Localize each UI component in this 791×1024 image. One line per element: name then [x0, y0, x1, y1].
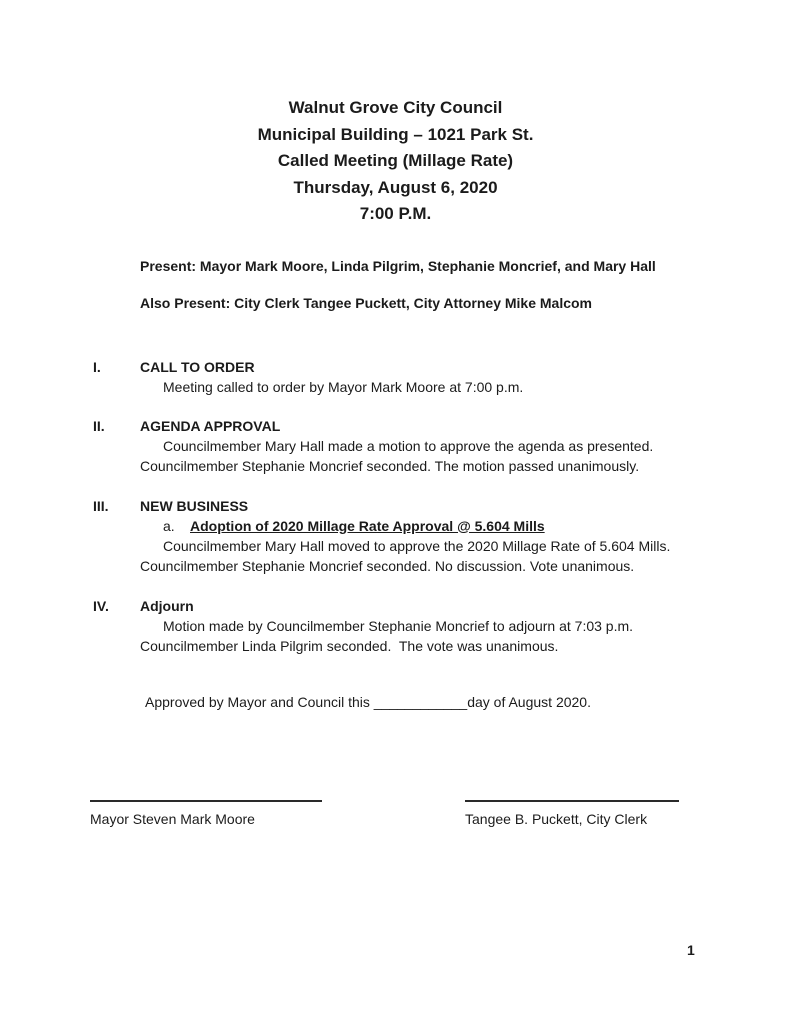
- section-body-line: Meeting called to order by Mayor Mark Moore at 7:00 p.m.: [163, 378, 524, 395]
- section-body-line: Councilmember Stephanie Moncrief seconded. The motion passed unanimously.: [140, 457, 640, 474]
- section-adjourn: [93, 596, 731, 656]
- title-line-date: Thursday, August 6, 2020: [293, 177, 498, 197]
- minutes-sections: [93, 357, 731, 656]
- section-heading: AGENDA APPROVAL: [140, 417, 281, 434]
- mayor-signature-line: [90, 800, 322, 802]
- present-line: Present: Mayor Mark Moore, Linda Pilgrim, Stephanie Moncrief, and Mary Hall: [140, 257, 656, 274]
- section-numeral: II.: [93, 417, 105, 434]
- attendance-block: [140, 256, 721, 313]
- subitem-title: Adoption of 2020 Millage Rate Approval @ 5.604 Mills: [190, 517, 545, 534]
- section-heading: CALL TO ORDER: [140, 358, 255, 375]
- section-new-business: [93, 496, 731, 576]
- approval-statement: Approved by Mayor and Council this ____________day of August 2020.: [145, 693, 591, 710]
- section-heading: Adjourn: [140, 597, 194, 614]
- title-line-time: 7:00 P.M.: [359, 204, 432, 223]
- section-body-line: Councilmember Stephanie Moncrief seconded. No discussion. Vote unanimous.: [140, 557, 635, 574]
- section-numeral: I.: [93, 358, 101, 375]
- title-line-meeting-type: Called Meeting (Millage Rate): [277, 151, 514, 170]
- section-call-to-order: [93, 357, 731, 397]
- clerk-signature-line: [465, 800, 679, 802]
- also-present-line: Also Present: City Clerk Tangee Puckett, City Attorney Mike Malcom: [140, 294, 593, 311]
- section-numeral: IV.: [93, 597, 109, 614]
- section-numeral: III.: [93, 497, 109, 514]
- clerk-signature-name: Tangee B. Puckett, City Clerk: [465, 810, 648, 827]
- clerk-signature-area: [465, 800, 679, 829]
- section-heading: NEW BUSINESS: [140, 497, 249, 514]
- section-body-line: Councilmember Linda Pilgrim seconded. The vote was unanimous.: [140, 637, 559, 654]
- mayor-signature-name: Mayor Steven Mark Moore: [90, 810, 255, 827]
- section-body-line: Councilmember Mary Hall made a motion to approve the agenda as presented.: [163, 437, 654, 454]
- title-line-council: Walnut Grove City Council: [288, 98, 503, 117]
- section-agenda-approval: [93, 416, 731, 476]
- section-body-line: Motion made by Councilmember Stephanie Moncrief to adjourn at 7:03 p.m.: [163, 617, 634, 634]
- new-business-subitem: [140, 516, 731, 536]
- subitem-label: a.: [163, 517, 175, 534]
- section-body-line: Councilmember Mary Hall moved to approve the 2020 Millage Rate of 5.604 Mills.: [163, 537, 671, 554]
- title-line-building: Municipal Building – 1021 Park St.: [257, 124, 534, 144]
- signature-block: [90, 800, 791, 829]
- mayor-signature-area: [90, 800, 322, 829]
- page-number: 1: [687, 942, 695, 958]
- document-title-block: [0, 95, 791, 228]
